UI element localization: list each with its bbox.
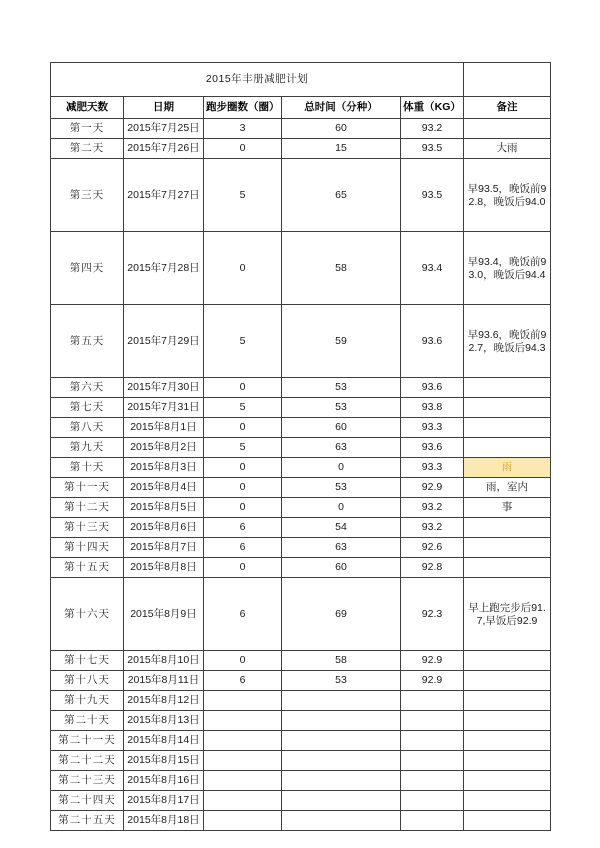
cell-day[interactable]: 第十四天	[51, 538, 124, 558]
cell-date[interactable]: 2015年8月3日	[124, 458, 204, 478]
table-row[interactable]	[51, 438, 551, 458]
cell-laps[interactable]: 6	[204, 518, 282, 538]
cell-day[interactable]: 第二十一天	[51, 731, 124, 751]
cell-time[interactable]	[282, 771, 401, 791]
cell-laps[interactable]: 6	[204, 578, 282, 651]
table-row[interactable]	[51, 378, 551, 398]
table-row[interactable]	[51, 398, 551, 418]
cell-day[interactable]: 第二十三天	[51, 771, 124, 791]
cell-day[interactable]: 第二天	[51, 139, 124, 159]
cell-time[interactable]: 53	[282, 671, 401, 691]
table-row[interactable]	[51, 418, 551, 438]
cell-laps[interactable]: 0	[204, 232, 282, 305]
table-row[interactable]	[51, 139, 551, 159]
cell-weight[interactable]: 93.2	[401, 498, 464, 518]
cell-laps[interactable]	[204, 791, 282, 811]
cell-time[interactable]: 53	[282, 478, 401, 498]
cell-note[interactable]: 大雨	[464, 139, 551, 159]
column-header-day: 减肥天数	[51, 97, 124, 119]
cell-date[interactable]: 2015年7月31日	[124, 398, 204, 418]
cell-laps[interactable]: 3	[204, 119, 282, 139]
cell-note[interactable]	[464, 651, 551, 671]
cell-weight[interactable]: 93.2	[401, 119, 464, 139]
cell-note[interactable]	[464, 378, 551, 398]
cell-date[interactable]: 2015年7月25日	[124, 119, 204, 139]
cell-note[interactable]	[464, 671, 551, 691]
cell-day[interactable]: 第十八天	[51, 671, 124, 691]
cell-day[interactable]: 第十六天	[51, 578, 124, 651]
cell-date[interactable]: 2015年8月11日	[124, 671, 204, 691]
cell-date[interactable]: 2015年8月5日	[124, 498, 204, 518]
cell-weight[interactable]: 92.8	[401, 558, 464, 578]
cell-date[interactable]: 2015年8月2日	[124, 438, 204, 458]
table-row[interactable]	[51, 791, 551, 811]
cell-day[interactable]: 第十五天	[51, 558, 124, 578]
cell-weight[interactable]: 93.3	[401, 418, 464, 438]
page-title: 2015年丰册减肥计划	[51, 63, 464, 97]
cell-weight[interactable]: 93.5	[401, 159, 464, 232]
cell-weight[interactable]: 92.6	[401, 538, 464, 558]
cell-date[interactable]: 2015年8月9日	[124, 578, 204, 651]
cell-time[interactable]: 58	[282, 651, 401, 671]
cell-day[interactable]: 第十三天	[51, 518, 124, 538]
cell-time[interactable]: 15	[282, 139, 401, 159]
weight-loss-plan-table	[50, 62, 551, 831]
cell-day[interactable]: 第十九天	[51, 691, 124, 711]
table-row[interactable]	[51, 731, 551, 751]
cell-date[interactable]: 2015年8月10日	[124, 651, 204, 671]
cell-time[interactable]: 53	[282, 398, 401, 418]
column-header-note: 备注	[464, 97, 551, 119]
cell-time[interactable]: 60	[282, 558, 401, 578]
cell-weight[interactable]: 93.8	[401, 398, 464, 418]
cell-time[interactable]: 53	[282, 378, 401, 398]
title-row-blank-cell	[464, 63, 551, 97]
cell-day[interactable]: 第二十五天	[51, 811, 124, 831]
cell-day[interactable]: 第十二天	[51, 498, 124, 518]
cell-date[interactable]: 2015年8月15日	[124, 751, 204, 771]
table-row[interactable]	[51, 558, 551, 578]
table-row[interactable]	[51, 458, 551, 478]
cell-date[interactable]: 2015年7月27日	[124, 159, 204, 232]
cell-laps[interactable]	[204, 691, 282, 711]
column-header-weight: 体重（KG）	[401, 97, 464, 119]
cell-note[interactable]	[464, 538, 551, 558]
cell-date[interactable]: 2015年8月14日	[124, 731, 204, 751]
cell-laps[interactable]	[204, 711, 282, 731]
cell-day[interactable]: 第三天	[51, 159, 124, 232]
table-row[interactable]	[51, 232, 551, 305]
cell-time[interactable]: 58	[282, 232, 401, 305]
cell-date[interactable]: 2015年8月16日	[124, 771, 204, 791]
column-header-date: 日期	[124, 97, 204, 119]
cell-laps[interactable]: 0	[204, 651, 282, 671]
cell-note[interactable]	[464, 751, 551, 771]
cell-note[interactable]: 雨，室内	[464, 478, 551, 498]
cell-time[interactable]: 0	[282, 498, 401, 518]
cell-laps[interactable]: 0	[204, 498, 282, 518]
cell-date[interactable]: 2015年8月6日	[124, 518, 204, 538]
column-header-laps: 跑步圈数（圈）	[204, 97, 282, 119]
cell-day[interactable]: 第五天	[51, 305, 124, 378]
cell-time[interactable]: 59	[282, 305, 401, 378]
table-row[interactable]	[51, 518, 551, 538]
cell-laps[interactable]: 5	[204, 398, 282, 418]
cell-weight[interactable]	[401, 751, 464, 771]
table-row[interactable]	[51, 119, 551, 139]
table-body	[51, 63, 551, 831]
cell-laps[interactable]: 6	[204, 671, 282, 691]
cell-laps[interactable]: 0	[204, 558, 282, 578]
cell-time[interactable]: 65	[282, 159, 401, 232]
cell-day[interactable]: 第九天	[51, 438, 124, 458]
cell-day[interactable]: 第七天	[51, 398, 124, 418]
cell-date[interactable]: 2015年8月17日	[124, 791, 204, 811]
cell-note[interactable]	[464, 558, 551, 578]
cell-time[interactable]: 54	[282, 518, 401, 538]
cell-laps[interactable]: 0	[204, 378, 282, 398]
cell-weight[interactable]: 92.9	[401, 651, 464, 671]
cell-time[interactable]: 0	[282, 458, 401, 478]
cell-time[interactable]	[282, 751, 401, 771]
table-row[interactable]	[51, 651, 551, 671]
cell-weight[interactable]: 93.6	[401, 438, 464, 458]
cell-note[interactable]	[464, 691, 551, 711]
cell-time[interactable]	[282, 811, 401, 831]
cell-note[interactable]: 早93.4，晚饭前93.0，晚饭后94.4	[464, 232, 551, 305]
cell-date[interactable]: 2015年8月13日	[124, 711, 204, 731]
cell-weight[interactable]	[401, 711, 464, 731]
column-header-time: 总时间（分种）	[282, 97, 401, 119]
cell-laps[interactable]: 0	[204, 418, 282, 438]
cell-date[interactable]: 2015年8月7日	[124, 538, 204, 558]
cell-time[interactable]	[282, 731, 401, 751]
cell-weight[interactable]	[401, 691, 464, 711]
cell-note[interactable]	[464, 771, 551, 791]
cell-laps[interactable]	[204, 731, 282, 751]
cell-laps[interactable]: 0	[204, 458, 282, 478]
cell-time[interactable]: 69	[282, 578, 401, 651]
cell-day[interactable]: 第二十天	[51, 711, 124, 731]
cell-day[interactable]: 第四天	[51, 232, 124, 305]
cell-weight[interactable]: 93.5	[401, 139, 464, 159]
cell-time[interactable]: 60	[282, 119, 401, 139]
spreadsheet-area	[50, 62, 550, 831]
cell-day[interactable]: 第十天	[51, 458, 124, 478]
table-row[interactable]	[51, 578, 551, 651]
cell-weight[interactable]	[401, 731, 464, 751]
cell-laps[interactable]: 0	[204, 478, 282, 498]
cell-laps[interactable]: 5	[204, 305, 282, 378]
cell-day[interactable]: 第八天	[51, 418, 124, 438]
cell-time[interactable]: 60	[282, 418, 401, 438]
cell-note[interactable]: 早93.5，晚饭前92.8，晚饭后94.0	[464, 159, 551, 232]
cell-note[interactable]	[464, 811, 551, 831]
cell-laps[interactable]: 5	[204, 159, 282, 232]
table-row[interactable]	[51, 811, 551, 831]
cell-note[interactable]	[464, 398, 551, 418]
cell-time[interactable]	[282, 691, 401, 711]
cell-note[interactable]: 早上跑完步后91.7,早饭后92.9	[464, 578, 551, 651]
cell-day[interactable]: 第二十四天	[51, 791, 124, 811]
cell-note[interactable]	[464, 711, 551, 731]
cell-note[interactable]	[464, 791, 551, 811]
table-row[interactable]	[51, 691, 551, 711]
table-row[interactable]	[51, 305, 551, 378]
cell-weight[interactable]: 93.4	[401, 232, 464, 305]
table-row[interactable]	[51, 771, 551, 791]
cell-laps[interactable]: 5	[204, 438, 282, 458]
cell-date[interactable]: 2015年8月4日	[124, 478, 204, 498]
table-row[interactable]	[51, 159, 551, 232]
header-row	[51, 97, 551, 119]
cell-weight[interactable]	[401, 811, 464, 831]
cell-laps[interactable]	[204, 771, 282, 791]
cell-note[interactable]	[464, 119, 551, 139]
cell-time[interactable]: 63	[282, 438, 401, 458]
cell-date[interactable]: 2015年8月1日	[124, 418, 204, 438]
cell-time[interactable]	[282, 791, 401, 811]
cell-date[interactable]: 2015年8月8日	[124, 558, 204, 578]
cell-day[interactable]: 第六天	[51, 378, 124, 398]
cell-date[interactable]: 2015年8月12日	[124, 691, 204, 711]
cell-weight[interactable]: 93.6	[401, 378, 464, 398]
cell-note[interactable]	[464, 438, 551, 458]
cell-weight[interactable]: 92.9	[401, 478, 464, 498]
cell-note[interactable]: 早93.6，晚饭前92.7，晚饭后94.3	[464, 305, 551, 378]
table-row[interactable]	[51, 711, 551, 731]
cell-time[interactable]	[282, 711, 401, 731]
table-row[interactable]	[51, 538, 551, 558]
cell-laps[interactable]	[204, 751, 282, 771]
cell-day[interactable]: 第十一天	[51, 478, 124, 498]
cell-date[interactable]: 2015年7月26日	[124, 139, 204, 159]
cell-day[interactable]: 第二十二天	[51, 751, 124, 771]
cell-note[interactable]: 事	[464, 498, 551, 518]
title-row	[51, 63, 551, 97]
cell-note[interactable]: 雨	[464, 458, 551, 478]
cell-weight[interactable]: 93.3	[401, 458, 464, 478]
cell-weight[interactable]: 93.2	[401, 518, 464, 538]
table-row[interactable]	[51, 751, 551, 771]
cell-note[interactable]	[464, 731, 551, 751]
cell-weight[interactable]: 92.3	[401, 578, 464, 651]
cell-weight[interactable]	[401, 791, 464, 811]
table-row[interactable]	[51, 671, 551, 691]
cell-day[interactable]: 第十七天	[51, 651, 124, 671]
cell-weight[interactable]: 93.6	[401, 305, 464, 378]
cell-time[interactable]: 63	[282, 538, 401, 558]
cell-weight[interactable]	[401, 771, 464, 791]
cell-day[interactable]: 第一天	[51, 119, 124, 139]
cell-date[interactable]: 2015年7月28日	[124, 232, 204, 305]
cell-date[interactable]: 2015年7月29日	[124, 305, 204, 378]
cell-date[interactable]: 2015年8月18日	[124, 811, 204, 831]
cell-note[interactable]	[464, 518, 551, 538]
cell-laps[interactable]: 6	[204, 538, 282, 558]
cell-laps[interactable]	[204, 811, 282, 831]
cell-note[interactable]	[464, 418, 551, 438]
table-row[interactable]	[51, 478, 551, 498]
cell-laps[interactable]: 0	[204, 139, 282, 159]
cell-weight[interactable]: 92.9	[401, 671, 464, 691]
cell-date[interactable]: 2015年7月30日	[124, 378, 204, 398]
table-row[interactable]	[51, 498, 551, 518]
